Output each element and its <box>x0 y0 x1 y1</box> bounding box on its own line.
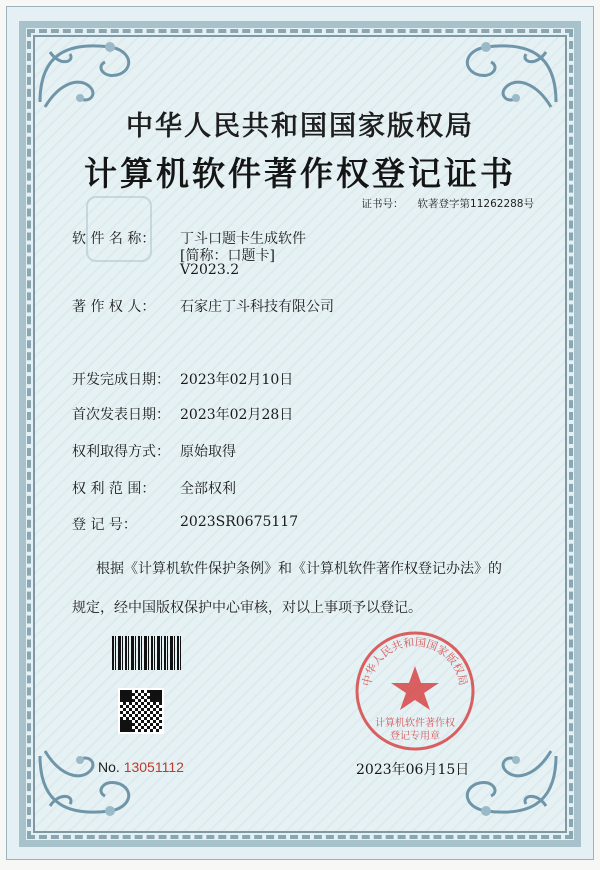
completion-date-label: 开发完成日期： <box>72 372 170 388</box>
software-name-row <box>72 228 180 248</box>
serial-number-value: 13051112 <box>123 759 184 775</box>
completion-date-value: 2023年02月10日 <box>180 372 294 388</box>
scope-value: 全部权利 <box>180 481 236 497</box>
qr-code-icon <box>118 688 164 734</box>
acquisition-value: 原始取得 <box>180 444 236 460</box>
publish-date-row <box>72 404 294 424</box>
software-name-label: 软 件 名 称： <box>72 231 156 247</box>
certificate-title: 计算机软件著作权登记证书 <box>84 154 516 193</box>
copyright-owner-label: 著 作 权 人： <box>72 299 156 315</box>
issue-date: 2023年06月15日 <box>356 762 470 778</box>
statement-line-2: 规定，经中国版权保护中心审核，对以上事项予以登记。 <box>72 600 422 616</box>
seal-inner-line-1: 计算机软件著作权 <box>375 718 455 729</box>
certificate-number-value: 软著登字第11262288号 <box>417 198 534 210</box>
official-seal-icon <box>352 628 478 754</box>
serial-prefix: No. <box>98 759 120 775</box>
corner-ornament-icon <box>30 741 145 826</box>
scope-label: 权 利 范 围： <box>72 481 156 497</box>
certificate-number-label: 证书号： <box>361 198 404 210</box>
statement-line-1: 根据《计算机软件保护条例》和《计算机软件著作权登记办法》的 <box>96 561 502 577</box>
software-version: V2023.2 <box>180 262 240 278</box>
certificate-number <box>362 196 534 211</box>
completion-date-row <box>72 369 294 389</box>
registration-value: 2023SR0675117 <box>180 514 299 530</box>
serial-number <box>98 759 184 775</box>
barcode-icon <box>112 636 182 670</box>
scope-row <box>72 478 236 498</box>
acquisition-row <box>72 441 236 461</box>
acquisition-label: 权利取得方式： <box>72 444 170 460</box>
software-name-line: 丁斗口题卡生成软件 <box>180 231 306 247</box>
registration-row <box>72 514 299 534</box>
copyright-owner-row <box>72 296 334 316</box>
seal-outer-text: 中华人民共和国国家版权局 <box>360 635 470 688</box>
seal-inner-line-2: 登记专用章 <box>390 731 440 742</box>
publish-date-value: 2023年02月28日 <box>180 407 294 423</box>
copyright-owner-value: 石家庄丁斗科技有限公司 <box>180 299 334 315</box>
registration-label: 登 记 号： <box>72 517 137 533</box>
issuing-agency: 中华人民共和国国家版权局 <box>126 111 474 142</box>
software-short-name: [简称：口题卡] <box>180 248 275 264</box>
publish-date-label: 首次发表日期： <box>72 407 170 423</box>
